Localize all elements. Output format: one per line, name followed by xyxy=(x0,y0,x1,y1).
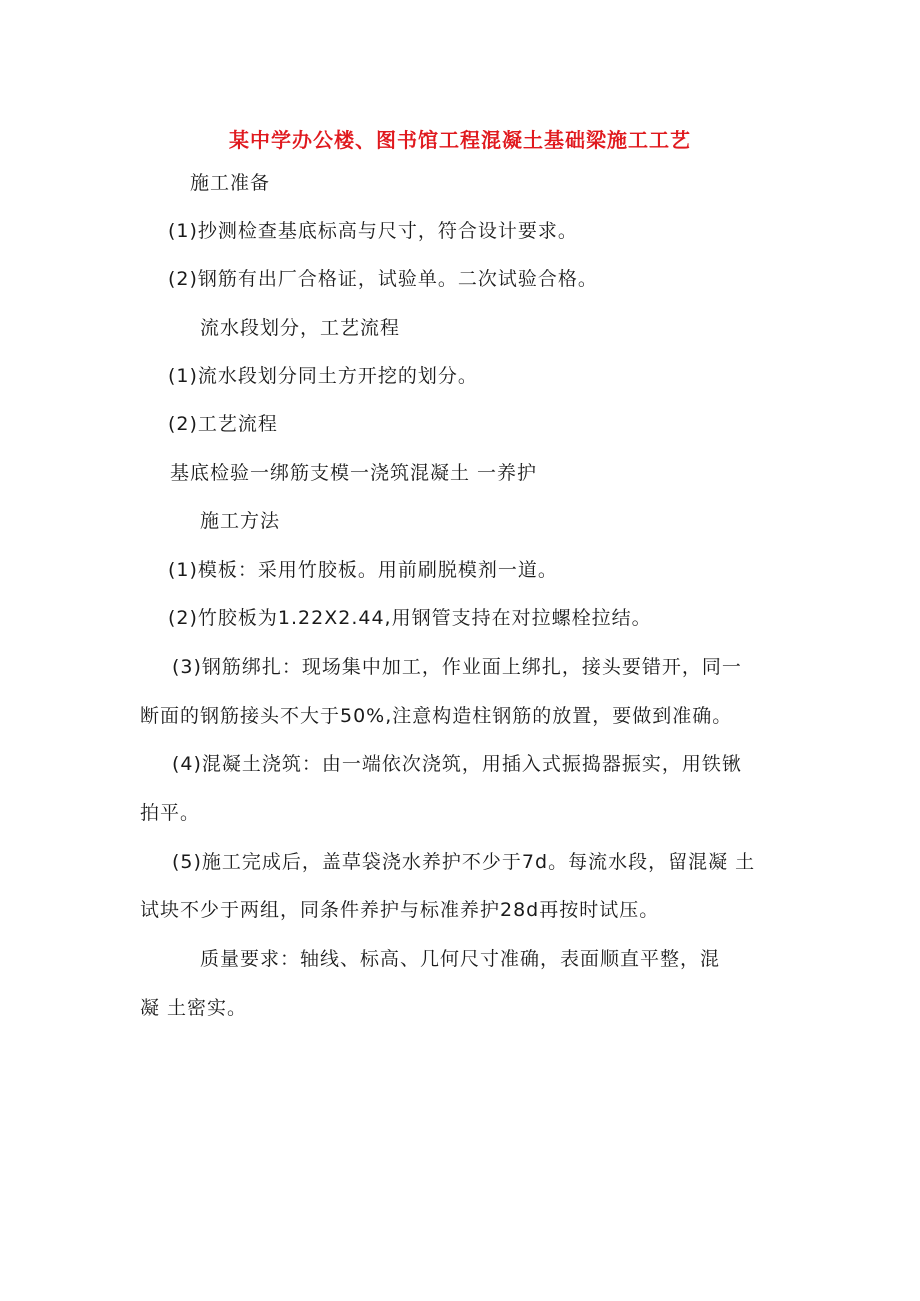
section-heading-flow: 流水段划分，工艺流程 xyxy=(200,317,401,339)
paragraph-line: 凝 土密实。 xyxy=(140,997,248,1019)
paragraph-line: (1)抄测检查基底标高与尺寸，符合设计要求。 xyxy=(168,220,578,242)
paragraph-line: 断面的钢筋接头不大于50%,注意构造柱钢筋的放置，要做到准确。 xyxy=(140,705,733,727)
paragraph-line: (2)竹胶板为1.22X2.44,用钢管支持在对拉螺栓拉结。 xyxy=(168,607,652,629)
paragraph-line: (3)钢筋绑扎：现场集中加工，作业面上绑扎，接头要错开，同一 xyxy=(172,656,742,678)
section-heading-preparation: 施工准备 xyxy=(190,172,271,194)
quality-requirements-line: 质量要求：轴线、标高、几何尺寸准确，表面顺直平整，混 xyxy=(200,948,721,970)
paragraph-line: (2)工艺流程 xyxy=(168,413,278,435)
paragraph-line: (2)钢筋有出厂合格证，试验单。二次试验合格。 xyxy=(168,268,598,290)
paragraph-line: (5)施工完成后，盖草袋浇水养护不少于7d。每流水段，留混凝 土 xyxy=(172,851,756,873)
paragraph-line: (1)模板：采用竹胶板。用前刷脱模剂一道。 xyxy=(168,559,558,581)
paragraph-line: (4)混凝土浇筑：由一端依次浇筑，用插入式振捣器振实，用铁锹 xyxy=(172,753,742,775)
paragraph-line: (1)流水段划分同土方开挖的划分。 xyxy=(168,365,478,387)
process-flow-line: 基底检验一绑筋支模一浇筑混凝土 一养护 xyxy=(170,462,538,484)
paragraph-line: 试块不少于两组，同条件养护与标准养护28d再按时试压。 xyxy=(140,899,660,921)
paragraph-line: 拍平。 xyxy=(140,802,201,824)
section-heading-method: 施工方法 xyxy=(200,510,281,532)
document-title: 某中学办公楼、图书馆工程混凝土基础梁施工工艺 xyxy=(229,128,691,152)
